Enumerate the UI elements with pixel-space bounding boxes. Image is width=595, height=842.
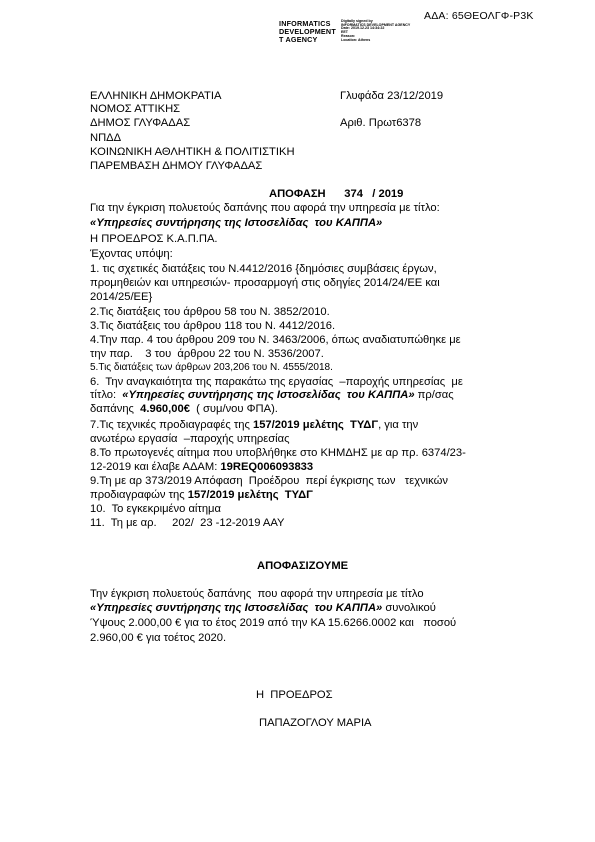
sender-line-prefecture: ΝΟΜΟΣ ΑΤΤΙΚΗΣ bbox=[90, 103, 181, 115]
sig-detail: Date: 2019.12.23 14:34:22 bbox=[341, 26, 385, 31]
item-6-line-1: 6. Την αναγκαιότητα της παρακάτω της εργασίας –παροχής υπηρεσίας με bbox=[90, 376, 463, 388]
item-6-service-title: «Υπηρεσίες συντήρησης της Ιστοσελίδας του ΚΑΠΠΑ» bbox=[122, 389, 415, 401]
signatory-name: ΠΑΠΑΖΟΓΛΟΥ ΜΑΡΙΑ bbox=[259, 717, 372, 729]
digital-signature-stamp bbox=[279, 20, 336, 45]
item-7-line-1 bbox=[90, 419, 418, 431]
ada-code: ΑΔΑ: 65ΘΕΟΛΓΦ-Ρ3Κ bbox=[424, 10, 534, 22]
item-8-line-2 bbox=[90, 461, 313, 473]
item-10: 10. Το εγκεκριμένο αίτημα bbox=[90, 503, 221, 515]
item-3: 3.Τις διατάξεις του άρθρου 118 του Ν. 4412/2016. bbox=[90, 320, 336, 332]
sender-line-country: ΕΛΛΗΝΙΚΗ ΔΗΜΟΚΡΑΤΙΑ bbox=[90, 90, 222, 102]
item-5: 5.Τις διατάξεις των άρθρων 203,206 του Ν. 4555/2018. bbox=[90, 362, 333, 373]
item-1-line-1: 1. τις σχετικές διατάξεις του Ν.4412/2016 {δημόσιες συμβάσεις έργων, bbox=[90, 263, 437, 275]
item-6-cost-note: ( συμ/νου ΦΠΑ). bbox=[189, 403, 278, 415]
sig-detail: Location: Athens bbox=[341, 37, 371, 42]
resolution-line-2 bbox=[90, 602, 436, 614]
item-6-cost-amount: 4.960,00€ bbox=[140, 403, 190, 415]
sender-line-municipality: ΔΗΜΟΣ ΓΛΥΦΑΔΑΣ bbox=[90, 117, 191, 129]
sig-detail: Digitally signed by bbox=[341, 19, 373, 23]
item-6-prefix: τίτλο: bbox=[90, 389, 123, 401]
sig-detail: INFORMATICS DEVELOPMENT AGENCY bbox=[341, 22, 411, 27]
place-date: Γλυφάδα 23/12/2019 bbox=[340, 90, 444, 102]
item-7-study: 157/2019 μελέτης ΤΥΔΓ bbox=[252, 419, 379, 431]
resolution-suffix: συνολικού bbox=[382, 602, 436, 614]
item-7-suffix: , για την bbox=[378, 419, 419, 431]
resolution-line-4: 2.960,00 € για τοέτος 2020. bbox=[90, 632, 227, 644]
resolution-line-1: Την έγκριση πολυετούς δαπάνης που αφορά την υπηρεσία με τίτλο bbox=[90, 588, 424, 600]
item-9-line-1: 9.Τη με αρ 373/2019 Απόφαση Προέδρου περί έγκρισης των τεχνικών bbox=[90, 475, 448, 487]
stamp-line-3: T AGENCY bbox=[279, 35, 318, 45]
item-7-prefix: 7.Τις τεχνικές προδιαγραφές της bbox=[90, 419, 253, 431]
sender-line-entity: ΝΠΔΔ bbox=[90, 132, 122, 144]
sig-detail: EET bbox=[341, 30, 348, 35]
sig-detail: Reason: bbox=[341, 33, 356, 38]
stamp-line-1: INFORMATICS bbox=[279, 19, 331, 28]
protocol-number: Αριθ. Πρωτ6378 bbox=[340, 117, 422, 129]
item-1-line-2: προμηθειών και υπηρεσιών- προσαρμογή στις οδηγίες 2014/24/ΕΕ και bbox=[90, 277, 440, 289]
item-4-line-1: 4.Την παρ. 4 του άρθρου 209 του Ν. 3463/2006, όπως αναδιατυπώθηκε με bbox=[90, 334, 461, 346]
resolution-line-3: Ύψους 2.000,00 € για το έτος 2019 από την ΚΑ 15.6266.0002 και ποσού bbox=[90, 617, 457, 629]
item-8-line-1: 8.Το πρωτογενές αίτημα που υποβλήθηκε στο ΚΗΜΔΗΣ με αρ πρ. 6374/23- bbox=[90, 447, 466, 459]
decision-title: ΑΠΟΦΑΣΗ 374 / 2019 bbox=[269, 188, 404, 200]
president-label: Η ΠΡΟΕΔΡΟΣ Κ.Α.Π.ΠΑ. bbox=[90, 233, 218, 245]
item-6-line-2 bbox=[90, 389, 454, 401]
item-11: 11. Τη με αρ. 202/ 23 -12-2019 ΑΑΥ bbox=[90, 517, 285, 529]
item-1-line-3: 2014/25/ΕΕ} bbox=[90, 291, 153, 303]
item-4-line-2: την παρ. 3 του άρθρου 22 του Ν. 3536/2007. bbox=[90, 348, 324, 360]
item-7-line-2: ανωτέρω εργασία –παροχής υπηρεσίας bbox=[90, 433, 290, 445]
sender-line-department-2: ΠΑΡΕΜΒΑΣΗ ΔΗΜΟΥ ΓΛΥΦΑΔΑΣ bbox=[90, 160, 263, 172]
stamp-line-2: DEVELOPMENT bbox=[279, 27, 336, 37]
item-9-study: 157/2019 μελέτης ΤΥΔΓ bbox=[187, 489, 313, 501]
item-8-prefix: 12-2019 και έλαβε ΑΔΑΜ: bbox=[90, 461, 221, 473]
item-6-suffix: πρ/σας bbox=[414, 389, 454, 401]
item-6-cost-label: δαπάνης bbox=[90, 403, 141, 415]
decision-intro: Για την έγκριση πολυετούς δαπάνης που αφορά την υπηρεσία με τίτλο: bbox=[90, 202, 440, 214]
item-6-line-3 bbox=[90, 403, 278, 415]
item-2: 2.Τις διατάξεις του άρθρου 58 του Ν. 3852/2010. bbox=[90, 306, 330, 318]
resolution-service-title: «Υπηρεσίες συντήρησης της Ιστοσελίδας του ΚΑΠΠΑ» bbox=[90, 602, 383, 614]
resolution-heading: ΑΠΟΦΑΣΙΖΟΥΜΕ bbox=[257, 560, 349, 572]
considering-label: Έχοντας υπόψη: bbox=[90, 248, 173, 260]
signatory-role: Η ΠΡΟΕΔΡΟΣ bbox=[256, 689, 333, 701]
service-title: «Υπηρεσίες συντήρησης της Ιστοσελίδας του ΚΑΠΠΑ» bbox=[90, 217, 383, 229]
item-9-line-2 bbox=[90, 489, 313, 501]
item-8-adam: 19REQ006093833 bbox=[220, 461, 314, 473]
sender-line-department: ΚΟΙΝΩΝΙΚΗ ΑΘΛΗΤΙΚΗ & ΠΟΛΙΤΙΣΤΙΚΗ bbox=[90, 146, 295, 158]
signature-details bbox=[341, 20, 410, 42]
item-9-prefix: προδιαγραφών της bbox=[90, 489, 188, 501]
